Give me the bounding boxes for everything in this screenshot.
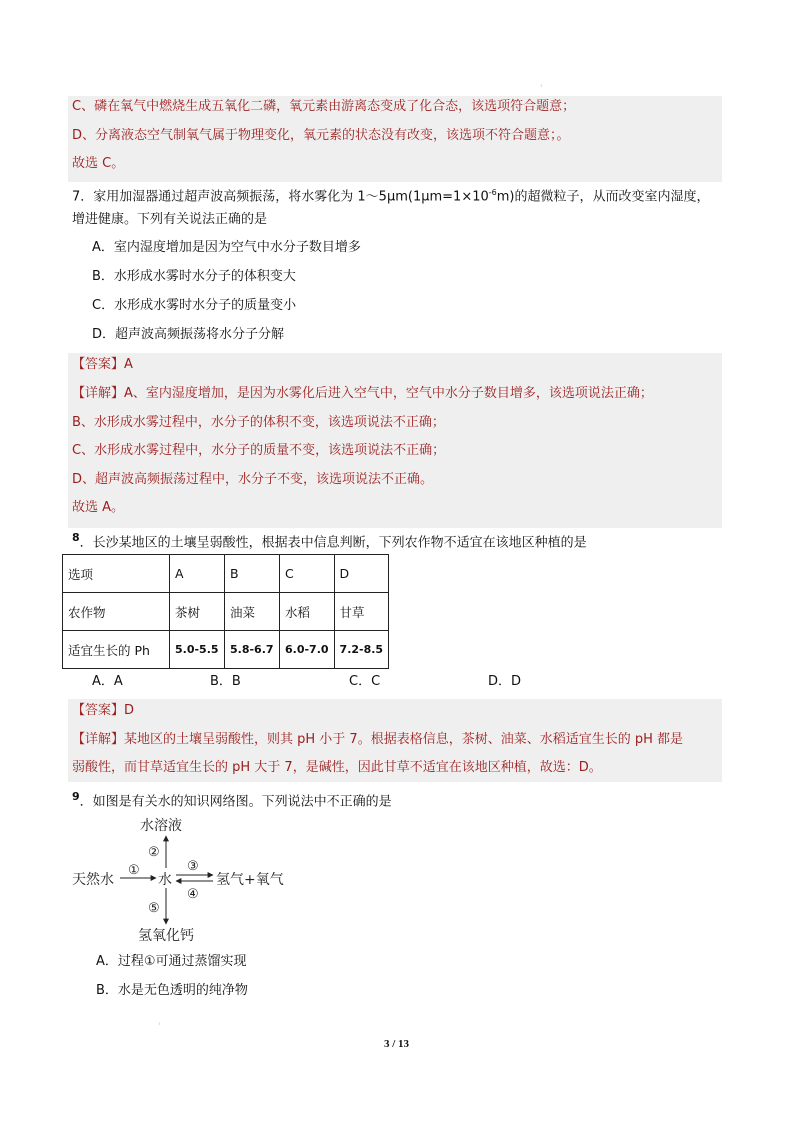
diagram-node-hydrogen-oxygen: 氢气+氧气 <box>216 872 284 888</box>
q9-number: 9 <box>72 790 80 803</box>
q7-answer: 【答案】A <box>72 357 133 372</box>
q7-conclusion: 故选 A。 <box>72 500 125 515</box>
page-number: 3 / 13 <box>383 1038 410 1050</box>
q8-detail-line1: 【详解】某地区的土壤呈弱酸性，则其 pH 小于 7。根据表格信息，茶树、油菜、水稻适宜生长的 pH 都是 <box>72 732 683 747</box>
label-process-4: ④ <box>187 887 199 902</box>
table-cell: 油菜 <box>225 593 280 631</box>
margin-marker: ' <box>158 1022 161 1032</box>
q7-stem-line2: 增进健康。下列有关说法正确的是 <box>72 212 268 227</box>
table-cell: 甘草 <box>334 593 389 631</box>
label-process-5: ⑤ <box>148 901 160 916</box>
q7-detail-line3: C、水形成水雾过程中，水分子的质量不变，该选项说法不正确； <box>72 443 446 458</box>
table-cell: 5.8-6.7 <box>225 631 280 669</box>
q6-option-c-explanation: C、磷在氧气中燃烧生成五氧化二磷，氧元素由游离态变成了化合态，该选项符合题意； <box>72 99 576 114</box>
q7-option-c: C．水形成水雾时水分子的质量变小 <box>92 298 297 313</box>
q7-exponent: -6 <box>488 188 497 197</box>
q8-option-b: B．B <box>210 674 241 689</box>
label-process-3: ③ <box>187 859 199 874</box>
q8-option-a: A．A <box>92 674 123 689</box>
q7-option-a: A．室内湿度增加是因为空气中水分子数目增多 <box>92 240 361 255</box>
q8-stem: $^8$．长沙某地区的土壤呈弱酸性，根据表中信息判断，下列农作物不适宜在该地区种植的是 <box>72 531 587 551</box>
q6-option-d-explanation: D、分离液态空气制氧气属于物理变化，氧元素的状态没有改变，该选项不符合题意；。 <box>72 128 570 143</box>
q9-option-a: A．过程①可通过蒸馏实现 <box>96 954 247 969</box>
q8-number: 8 <box>72 531 80 544</box>
table-cell: B <box>225 555 280 593</box>
table-cell: A <box>170 555 225 593</box>
label-process-1: ① <box>128 863 140 878</box>
diagram-node-natural-water: 天然水 <box>72 872 114 888</box>
table-cell: C <box>280 555 335 593</box>
diagram-node-calcium-hydroxide: 氢氧化钙 <box>138 928 194 944</box>
table-row <box>63 593 389 631</box>
label-process-2: ② <box>148 845 160 860</box>
q8-table <box>62 554 389 669</box>
q6-conclusion: 故选 C。 <box>72 156 125 171</box>
q9-option-b: B．水是无色透明的纯净物 <box>96 983 248 998</box>
table-cell: 农作物 <box>63 593 170 631</box>
table-row <box>63 631 389 669</box>
water-knowledge-network-diagram <box>70 814 300 949</box>
q7-detail-line1: 【详解】A、室内湿度增加，是因为水雾化后进入空气中，空气中水分子数目增多，该选项说法正确； <box>72 386 653 401</box>
table-cell: 6.0-7.0 <box>280 631 335 669</box>
q8-detail-line2: 弱酸性，而甘草适宜生长的 pH 大于 7，是碱性，因此甘草不适宜在该地区种植，故选：D。 <box>72 760 602 775</box>
q7-detail-line4: D、超声波高频振荡过程中，水分子不变，该选项说法不正确。 <box>72 472 434 487</box>
table-cell: 选项 <box>63 555 170 593</box>
table-cell: 7.2-8.5 <box>334 631 389 669</box>
q7-option-b: B．水形成水雾时水分子的体积变大 <box>92 269 296 284</box>
q7-stem-line1: 7．家用加湿器通过超声波高频振荡，将水雾化为 $1\sim 5\mu m(1\mu m=1\times 10^{-6}m)$的超微粒子，从而改变室内湿度， <box>72 188 710 205</box>
table-cell: 5.0-5.5 <box>170 631 225 669</box>
diagram-node-water: 水 <box>158 872 172 888</box>
table-cell: 水稻 <box>280 593 335 631</box>
margin-marker: ' <box>540 84 543 94</box>
table-cell: D <box>334 555 389 593</box>
q9-stem: $^9$．如图是有关水的知识网络图。下列说法中不正确的是 <box>72 790 392 810</box>
table-cell: 适宜生长的 Ph <box>63 631 170 669</box>
table-cell: 茶树 <box>170 593 225 631</box>
diagram-node-solution: 水溶液 <box>140 818 182 834</box>
q7-option-d: D．超声波高频振荡将水分子分解 <box>92 327 285 342</box>
q8-option-d: D．D <box>488 674 522 689</box>
q8-answer: 【答案】D <box>72 703 135 718</box>
q7-detail-line2: B、水形成水雾过程中，水分子的体积不变，该选项说法不正确； <box>72 415 445 430</box>
q8-option-c: C．C <box>349 674 381 689</box>
table-row <box>63 555 389 593</box>
